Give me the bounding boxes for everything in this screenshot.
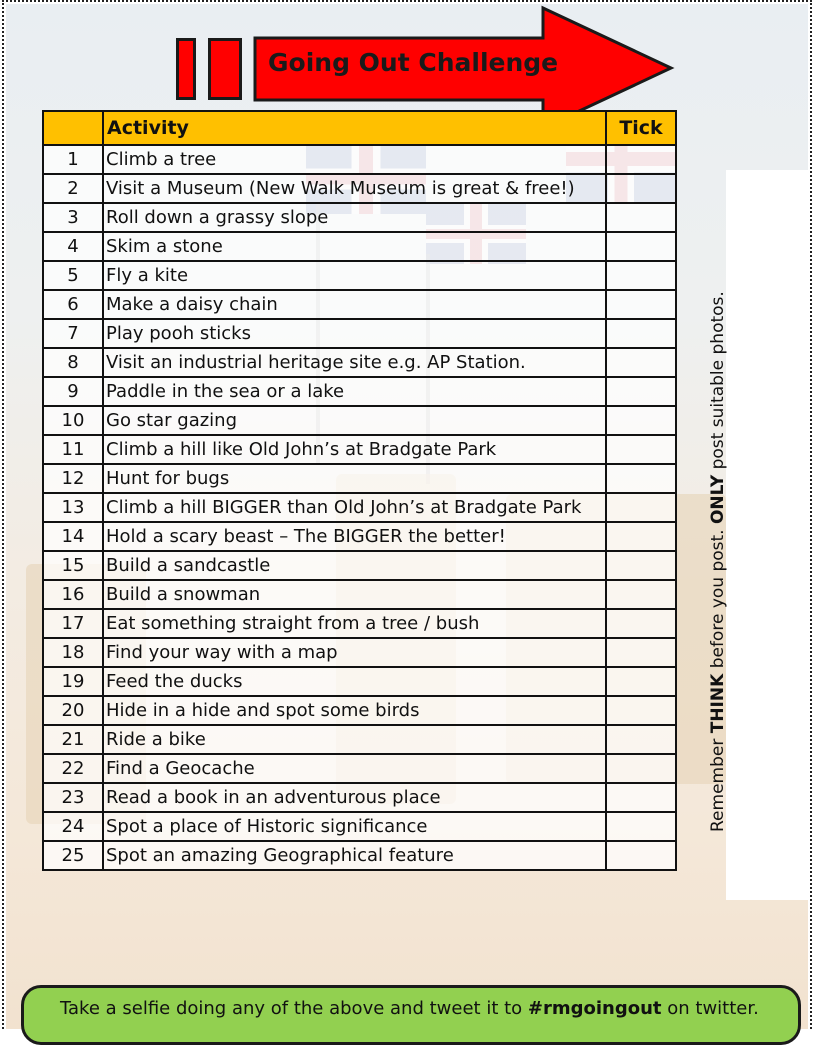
tick-box[interactable]: [606, 638, 676, 667]
activity-number: 9: [43, 377, 103, 406]
activity-label: Feed the ducks: [103, 667, 606, 696]
tick-box[interactable]: [606, 725, 676, 754]
table-row: [43, 580, 676, 609]
activity-label: Paddle in the sea or a lake: [103, 377, 606, 406]
tick-box[interactable]: [606, 696, 676, 725]
side-note-only: ONLY: [708, 474, 728, 525]
activity-number: 22: [43, 754, 103, 783]
activity-label: Play pooh sticks: [103, 319, 606, 348]
side-note: Remember THINK before you post. ONLY post suitable photos.: [708, 291, 728, 832]
table-row: [43, 696, 676, 725]
tick-box[interactable]: [606, 377, 676, 406]
tick-box[interactable]: [606, 174, 676, 203]
tick-column-header: Tick: [606, 111, 676, 145]
table-row: [43, 841, 676, 870]
activity-number: 1: [43, 145, 103, 174]
tick-box[interactable]: [606, 754, 676, 783]
table-row: [43, 377, 676, 406]
table-row: [43, 145, 676, 174]
table-row: [43, 783, 676, 812]
table-row: [43, 319, 676, 348]
tick-box[interactable]: [606, 667, 676, 696]
activity-label: Eat something straight from a tree / bush: [103, 609, 606, 638]
activity-label: Build a sandcastle: [103, 551, 606, 580]
tick-box[interactable]: [606, 522, 676, 551]
side-note-panel: [726, 170, 810, 900]
tick-box[interactable]: [606, 145, 676, 174]
activity-number: 10: [43, 406, 103, 435]
activity-number: 3: [43, 203, 103, 232]
footer-hashtag: #rmgoingout: [527, 998, 662, 1019]
tick-box[interactable]: [606, 493, 676, 522]
activity-number: 14: [43, 522, 103, 551]
tick-box[interactable]: [606, 232, 676, 261]
tick-box[interactable]: [606, 783, 676, 812]
activity-label: Climb a hill BIGGER than Old John’s at Bradgate Park: [103, 493, 606, 522]
tick-box[interactable]: [606, 812, 676, 841]
tick-box[interactable]: [606, 609, 676, 638]
activity-number: 17: [43, 609, 103, 638]
footer-text: Take a selfie doing any of the above and tweet it to #rmgoingout on twitter.: [60, 998, 759, 1019]
activity-number: 15: [43, 551, 103, 580]
title-bar-right: [208, 38, 242, 100]
table-row: [43, 435, 676, 464]
activity-label: Find your way with a map: [103, 638, 606, 667]
tick-box[interactable]: [606, 580, 676, 609]
activity-label: Fly a kite: [103, 261, 606, 290]
activity-number: 12: [43, 464, 103, 493]
tick-box[interactable]: [606, 406, 676, 435]
activity-label: Hold a scary beast – The BIGGER the better!: [103, 522, 606, 551]
activity-label: Make a daisy chain: [103, 290, 606, 319]
table-row: [43, 261, 676, 290]
activity-number: 24: [43, 812, 103, 841]
page-title: Going Out Challenge: [268, 48, 559, 77]
table-row: [43, 638, 676, 667]
activity-label: Find a Geocache: [103, 754, 606, 783]
table-row: [43, 348, 676, 377]
activity-label: Skim a stone: [103, 232, 606, 261]
number-column-header: [43, 111, 103, 145]
tick-box[interactable]: [606, 290, 676, 319]
activity-label: Hide in a hide and spot some birds: [103, 696, 606, 725]
activity-column-header: Activity: [103, 111, 606, 145]
activity-label: Visit a Museum (New Walk Museum is great & free!): [103, 174, 606, 203]
tick-box[interactable]: [606, 319, 676, 348]
tick-box[interactable]: [606, 464, 676, 493]
activity-number: 6: [43, 290, 103, 319]
activity-number: 5: [43, 261, 103, 290]
tick-box[interactable]: [606, 551, 676, 580]
table-row: [43, 174, 676, 203]
tick-box[interactable]: [606, 203, 676, 232]
activity-label: Build a snowman: [103, 580, 606, 609]
activity-number: 11: [43, 435, 103, 464]
activity-number: 16: [43, 580, 103, 609]
tick-box[interactable]: [606, 261, 676, 290]
activity-number: 20: [43, 696, 103, 725]
table-row: [43, 522, 676, 551]
table-row: [43, 551, 676, 580]
table-row: [43, 667, 676, 696]
side-note-think: THINK: [708, 673, 728, 734]
activity-label: Read a book in an adventurous place: [103, 783, 606, 812]
table-row: [43, 406, 676, 435]
activity-number: 25: [43, 841, 103, 870]
activity-number: 19: [43, 667, 103, 696]
table-row: [43, 464, 676, 493]
tick-box[interactable]: [606, 348, 676, 377]
tick-box[interactable]: [606, 435, 676, 464]
activity-label: Climb a hill like Old John’s at Bradgate Park: [103, 435, 606, 464]
activity-label: Spot an amazing Geographical feature: [103, 841, 606, 870]
table-row: [43, 725, 676, 754]
activity-number: 7: [43, 319, 103, 348]
activity-number: 2: [43, 174, 103, 203]
title-bar-left: [176, 38, 196, 100]
table-row: [43, 290, 676, 319]
activity-label: Visit an industrial heritage site e.g. AP Station.: [103, 348, 606, 377]
activity-label: Go star gazing: [103, 406, 606, 435]
activity-label: Spot a place of Historic significance: [103, 812, 606, 841]
activity-number: 8: [43, 348, 103, 377]
table-header-row: [43, 111, 676, 145]
activity-label: Hunt for bugs: [103, 464, 606, 493]
activity-label: Ride a bike: [103, 725, 606, 754]
tick-box[interactable]: [606, 841, 676, 870]
activity-number: 18: [43, 638, 103, 667]
table-row: [43, 232, 676, 261]
activity-label: Climb a tree: [103, 145, 606, 174]
activity-number: 4: [43, 232, 103, 261]
challenge-table: [42, 110, 677, 871]
activity-number: 13: [43, 493, 103, 522]
table-row: [43, 203, 676, 232]
table-row: [43, 493, 676, 522]
table-row: [43, 812, 676, 841]
activity-number: 21: [43, 725, 103, 754]
activity-label: Roll down a grassy slope: [103, 203, 606, 232]
activity-number: 23: [43, 783, 103, 812]
table-row: [43, 754, 676, 783]
table-row: [43, 609, 676, 638]
